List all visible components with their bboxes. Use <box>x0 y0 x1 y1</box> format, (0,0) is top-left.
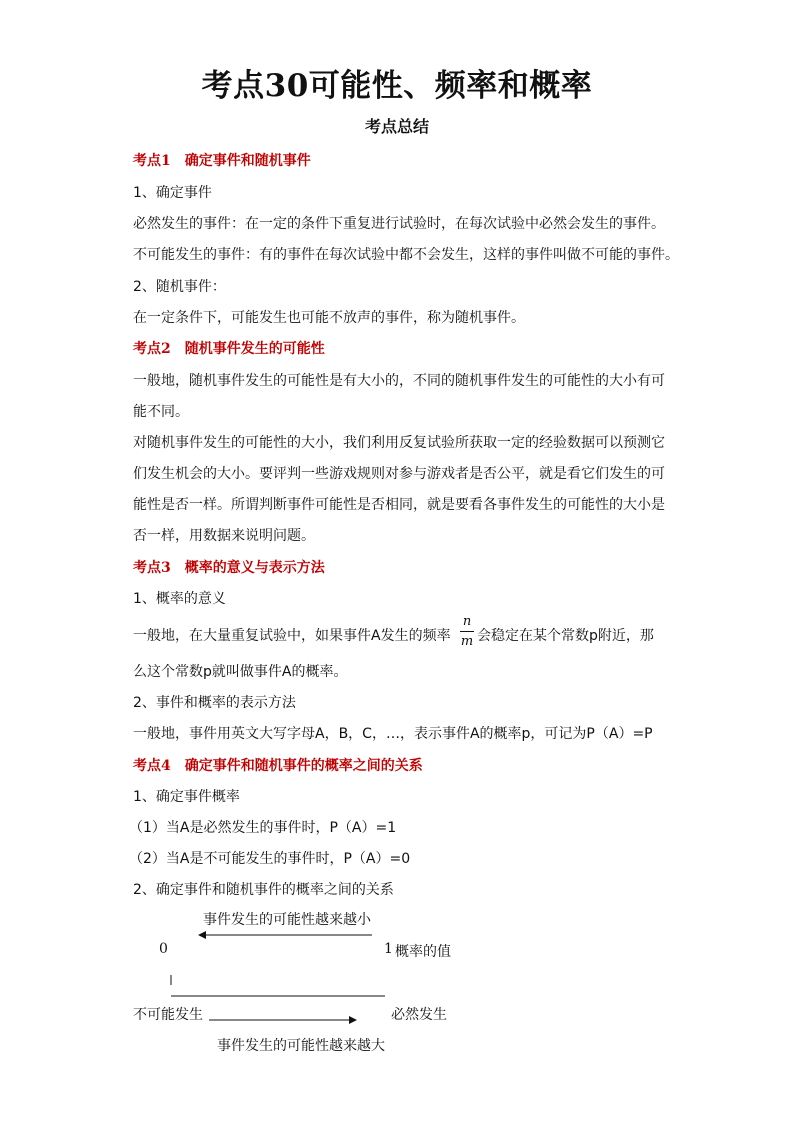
fraction-denominator: m <box>460 634 474 649</box>
section-heading-2: 考点2 随机事件发生的可能性 <box>133 341 325 357</box>
text-line: 能性是否一样。所谓判断事件可能性是否相同，就是要看各事件发生的可能性的大小是 <box>133 497 665 513</box>
text-line: 会稳定在某个常数p附近，那 <box>477 628 654 644</box>
text-line: 必然发生的事件：在一定的条件下重复进行试验时，在每次试验中必然会发生的事件。 <box>133 216 665 232</box>
page-title: 考点30可能性、频率和概率 <box>201 68 593 104</box>
diagram-zero: 0 <box>159 941 168 957</box>
text-line: 在一定条件下，可能发生也可能不放声的事件，称为随机事件。 <box>133 310 525 326</box>
diagram-bottom-label: 事件发生的可能性越来越大 <box>217 1038 385 1054</box>
text-line: 不可能发生的事件：有的事件在每次试验中都不会发生，这样的事件叫做不可能的事件。 <box>133 247 679 263</box>
text-line: 对随机事件发生的可能性的大小，我们利用反复试验所获取一定的经验数据可以预测它 <box>133 435 665 451</box>
section-heading-3: 考点3 概率的意义与表示方法 <box>133 560 325 576</box>
page-subtitle: 考点总结 <box>364 117 429 136</box>
diagram-top-label: 事件发生的可能性越来越小 <box>203 912 371 928</box>
diagram-one: 1 <box>384 941 393 957</box>
text-line: 否一样，用数据来说明问题。 <box>133 528 315 544</box>
section-heading-4: 考点4 确定事件和随机事件的概率之间的关系 <box>133 758 423 774</box>
text-line: 一般地，在大量重复试验中，如果事件A发生的频率 <box>133 628 451 644</box>
text-line: 能不同。 <box>133 404 189 420</box>
text-line: 1、概率的意义 <box>133 591 226 607</box>
text-line: 2、事件和概率的表示方法 <box>133 695 296 711</box>
section-heading-1: 考点1 确定事件和随机事件 <box>133 153 311 169</box>
diagram-left-label: 不可能发生 <box>133 1007 203 1023</box>
text-line: （1）当A是必然发生的事件时，P（A）=1 <box>129 820 397 836</box>
text-line: 2、确定事件和随机事件的概率之间的关系 <box>133 882 394 898</box>
fraction-numerator: n <box>462 614 472 629</box>
diagram-value-label: 概率的值 <box>395 944 451 960</box>
text-line: 们发生机会的大小。要评判一些游戏规则对参与游戏者是否公平，就是看它们发生的可 <box>133 466 665 482</box>
diagram-right-label: 必然发生 <box>391 1007 447 1023</box>
text-line: 一般地，事件用英文大写字母A，B，C，…，表示事件A的概率p，可记为P（A）=P <box>133 726 653 742</box>
text-line: 一般地，随机事件发生的可能性是有大小的，不同的随机事件发生的可能性的大小有可 <box>133 373 665 389</box>
text-line: 1、确定事件 <box>133 185 212 201</box>
text-line: （2）当A是不可能发生的事件时，P（A）=0 <box>129 851 411 867</box>
text-line: 1、确定事件概率 <box>133 789 240 805</box>
text-line: 么这个常数p就叫做事件A的概率。 <box>133 664 348 680</box>
text-line: 2、随机事件： <box>133 279 226 295</box>
